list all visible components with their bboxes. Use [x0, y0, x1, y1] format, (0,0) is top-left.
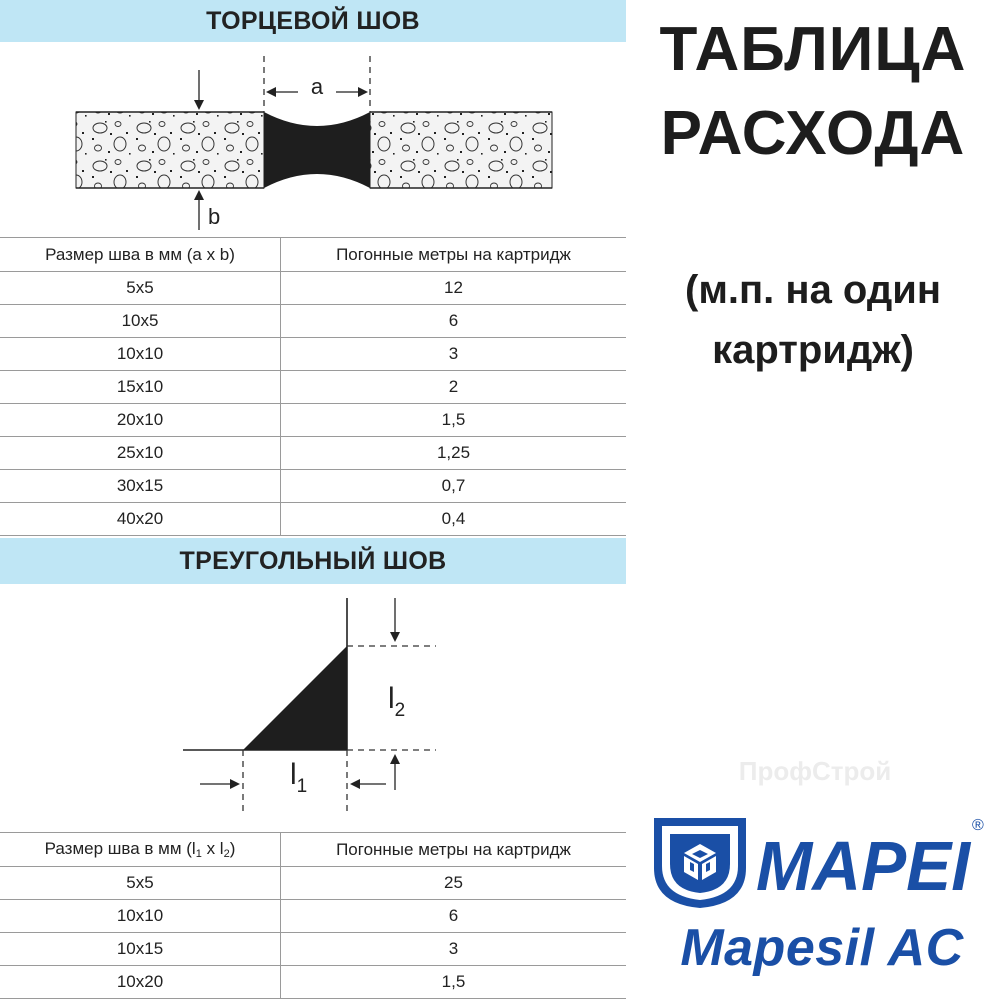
dimension-label-l2-sub: 2 [394, 700, 406, 721]
cell-size: 10x15 [0, 933, 281, 966]
cell-size: 10x5 [0, 305, 281, 338]
headline-line-2: РАСХОДА [660, 99, 966, 168]
cell-size: 20x10 [0, 404, 281, 437]
table-row [0, 933, 626, 966]
dimension-label-l2: l [388, 682, 395, 715]
dimension-label-l1-sub: 1 [296, 776, 308, 797]
table-row [0, 437, 626, 470]
table-row [0, 272, 626, 305]
cell-meters: 25 [281, 867, 627, 900]
table-row [0, 470, 626, 503]
table-row [0, 404, 626, 437]
subheadline-line-2: картридж) [712, 328, 914, 372]
cell-size: 40x20 [0, 503, 281, 536]
dimension-label-a: a [310, 74, 324, 99]
table-row [0, 966, 626, 999]
cell-size: 10x10 [0, 338, 281, 371]
column-header-size: Размер шва в мм ($l_1$ x $l_2$) [0, 833, 281, 867]
butt-joint-table [0, 237, 626, 536]
table-row [0, 867, 626, 900]
mapei-logo [650, 808, 990, 910]
section-title-triangular-joint: ТРЕУГОЛЬНЫЙ ШОВ [0, 538, 626, 584]
table-row [0, 338, 626, 371]
headline-line-1: ТАБЛИЦА [659, 15, 967, 84]
svg-text:l2 [388, 682, 405, 721]
butt-joint-diagram [0, 42, 626, 238]
cell-size: 15x10 [0, 371, 281, 404]
cell-meters: 2 [281, 371, 627, 404]
cell-size: 25x10 [0, 437, 281, 470]
table-header-row [0, 833, 626, 867]
dimension-label-b: b [208, 204, 221, 229]
section-title-butt-joint: ТОРЦЕВОЙ ШОВ [0, 0, 626, 42]
cell-meters: 1,25 [281, 437, 627, 470]
product-name: Mapesil AC [680, 919, 964, 977]
registered-mark: ® [972, 817, 984, 834]
cell-meters: 6 [281, 900, 627, 933]
cell-size: 10x20 [0, 966, 281, 999]
column-header-size: Размер шва в мм (a x b) [0, 238, 281, 272]
cell-meters: 3 [281, 338, 627, 371]
mapei-wordmark: MAPEI [756, 827, 972, 905]
cell-meters: 1,5 [281, 966, 627, 999]
svg-text:l1 [290, 758, 307, 797]
cell-meters: 6 [281, 305, 627, 338]
table-row [0, 503, 626, 536]
cell-meters: 0,4 [281, 503, 627, 536]
sealant-fill [243, 646, 347, 750]
table-row [0, 371, 626, 404]
column-header-meters: Погонные метры на картридж [281, 238, 627, 272]
subheadline-line-1: (м.п. на один [685, 268, 941, 312]
column-header-meters: Погонные метры на картридж [281, 833, 627, 867]
cell-size: 30x15 [0, 470, 281, 503]
cell-size: 5x5 [0, 867, 281, 900]
table-header-row [0, 238, 626, 272]
cell-meters: 0,7 [281, 470, 627, 503]
cell-meters: 3 [281, 933, 627, 966]
table-row [0, 305, 626, 338]
cell-size: 10x10 [0, 900, 281, 933]
triangular-joint-diagram [0, 584, 626, 828]
watermark: ПрофСтрой [738, 756, 892, 786]
triangular-joint-table [0, 832, 626, 999]
dimension-label-l1: l [290, 758, 297, 791]
sealant-fill [264, 112, 370, 188]
cell-size: 5x5 [0, 272, 281, 305]
cell-meters: 12 [281, 272, 627, 305]
table-row [0, 900, 626, 933]
cell-meters: 1,5 [281, 404, 627, 437]
